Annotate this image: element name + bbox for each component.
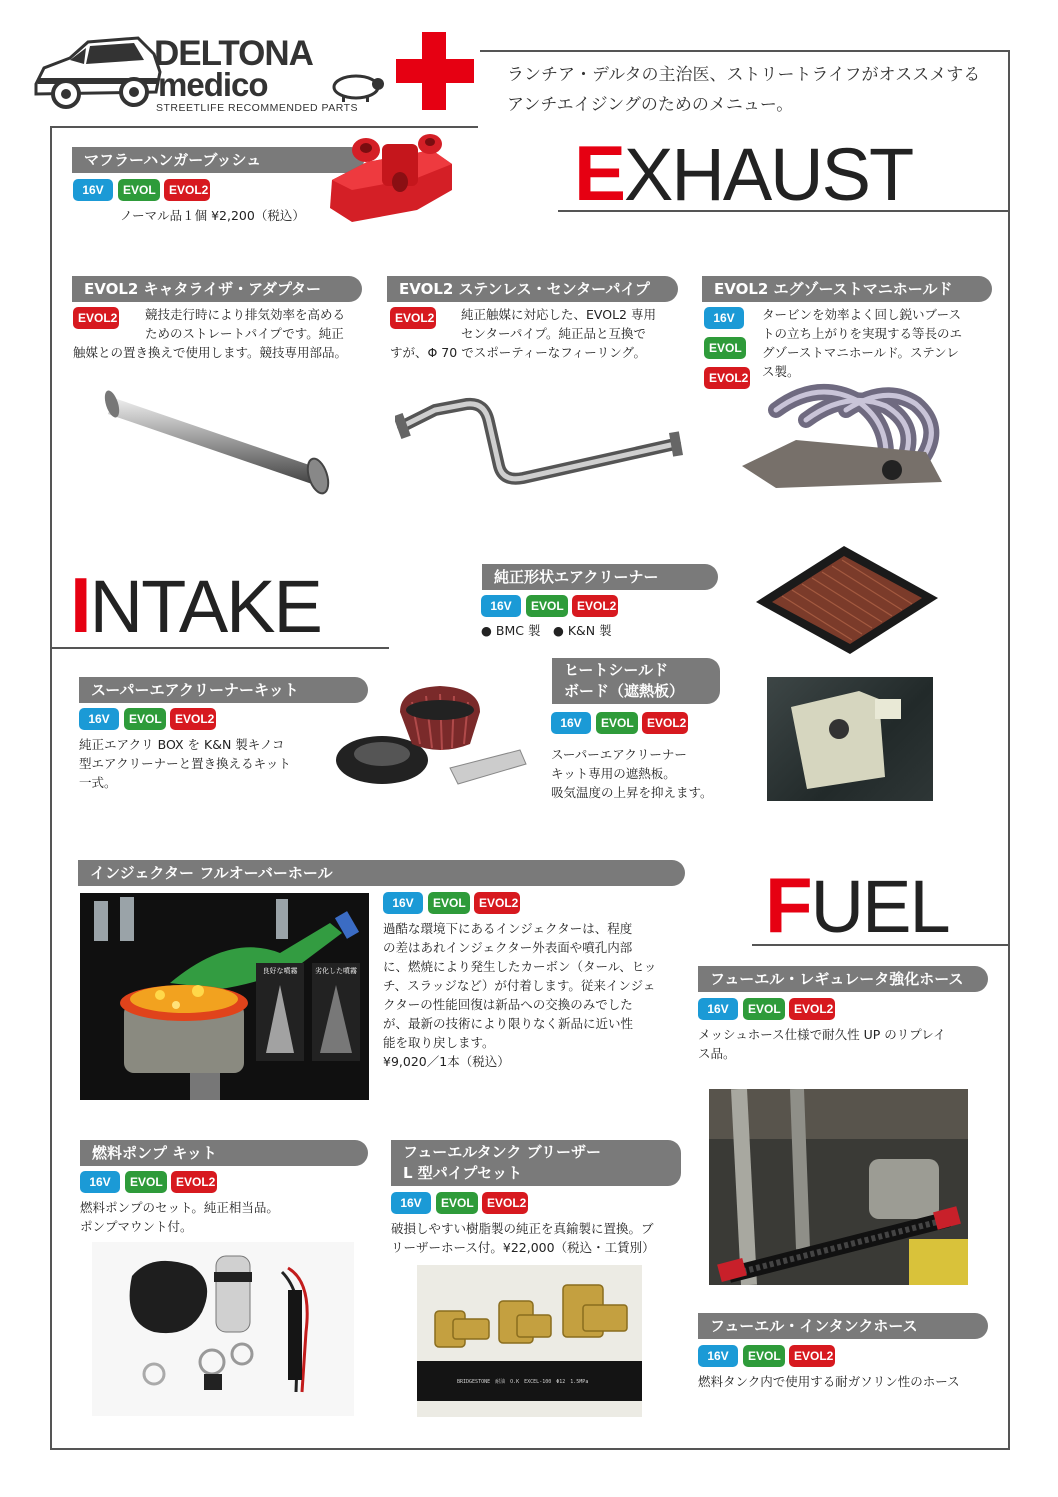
injector-image-label-1: 良好な噴霧 <box>262 967 298 975</box>
regulator-hose-image <box>709 1089 968 1285</box>
injector-image-label-2: 劣化した噴霧 <box>315 967 357 975</box>
super-air-desc-3: 一式。 <box>79 775 117 790</box>
badge-16v: 16V <box>481 595 521 617</box>
badge-16v: 16V <box>79 708 119 730</box>
exhaust-initial: E <box>574 129 625 217</box>
air-cleaner-title: 純正形状エアクリーナー <box>482 564 718 590</box>
fuel-heading <box>765 861 949 949</box>
badge-evol2: EVOL2 <box>642 712 688 734</box>
badge-evol2: EVOL2 <box>164 179 210 201</box>
super-air-desc-2: 型エアクリーナーと置き換えるキット <box>79 756 291 771</box>
badge-16v: 16V <box>80 1171 120 1193</box>
injector-image <box>80 893 369 1100</box>
header-tagline-2: アンチエイジングのためのメニュー。 <box>507 95 794 115</box>
badge-evol: EVOL <box>428 892 470 914</box>
logo-title: DELTONA <box>154 34 313 73</box>
muffler-title: マフラーハンガーブッシュ <box>72 147 364 173</box>
manifold-desc-1: タービンを効率よく回し鋭いブース <box>762 307 962 322</box>
badge-evol2: EVOL2 <box>73 307 119 329</box>
injector-title: インジェクター フルオーバーホール <box>78 860 685 886</box>
badge-evol2: EVOL2 <box>572 595 618 617</box>
badge-evol: EVOL <box>118 179 160 201</box>
badge-evol: EVOL <box>743 1345 785 1367</box>
regulator-hose-title: フューエル・レギュレータ強化ホース <box>698 966 988 992</box>
catalyzer-desc-2: ためのストレートパイプです。純正 <box>145 326 344 341</box>
badge-evol2: EVOL2 <box>789 1345 835 1367</box>
injector-desc-2: の差はあれインジェクター外表面や噴孔内部 <box>383 940 633 955</box>
badge-evol2: EVOL2 <box>789 998 835 1020</box>
intake-rest: NTAKE <box>89 565 321 648</box>
frame-top-line <box>480 50 1010 52</box>
injector-desc-5: クターの性能回復は新品への交換のみでした <box>383 997 633 1012</box>
center-pipe-desc-1: 純正触媒に対応した、EVOL2 専用 <box>461 307 656 322</box>
breather-image <box>417 1265 642 1417</box>
breather-title <box>391 1140 681 1186</box>
badge-evol: EVOL <box>743 998 785 1020</box>
badge-16v: 16V <box>704 307 744 329</box>
fuel-pump-desc-2: ポンプマウント付。 <box>80 1219 193 1234</box>
fuel-pump-title: 燃料ポンプ キット <box>80 1140 368 1166</box>
center-pipe-desc-2: センターパイプ。純正品と互換で <box>461 326 647 341</box>
intank-hose-desc-1: 燃料タンク内で使用する耐ガソリン性のホース <box>698 1374 960 1389</box>
manifold-desc-3: グゾーストマニホールド。ステンレ <box>762 345 959 360</box>
frame-header-rule <box>50 126 478 128</box>
injector-price: ¥9,020／1本（税込） <box>383 1054 510 1069</box>
badge-evol2: EVOL2 <box>171 1171 217 1193</box>
fuel-initial: F <box>765 861 811 949</box>
badge-evol: EVOL <box>526 595 568 617</box>
catalyzer-title: EVOL2 キャタライザ・アダプター <box>72 276 362 302</box>
fuel-pump-desc-1: 燃料ポンプのセット。純正相当品。 <box>80 1200 279 1215</box>
logo-subtitle: medico <box>158 66 268 103</box>
air-cleaner-makers: ● BMC 製 ● K&N 製 <box>481 623 612 638</box>
badge-evol2: EVOL2 <box>704 367 750 389</box>
air-kit-image <box>330 672 530 802</box>
breather-title-1: フューエルタンク ブリーザー <box>403 1143 601 1161</box>
breather-desc-1: 破損しやすい樹脂製の純正を真鍮製に置換。ブ <box>391 1221 654 1236</box>
injector-desc-3: に、燃焼により発生したカーボン（タール、ヒッ <box>383 959 657 974</box>
injector-desc-6: が、最新の技術により限りなく新品に近い性 <box>383 1016 634 1031</box>
breather-title-2: L 型パイプセット <box>403 1164 523 1182</box>
air-filter-image <box>752 540 942 660</box>
muffler-bush-image <box>322 130 462 230</box>
badge-evol2: EVOL2 <box>390 307 436 329</box>
injector-desc-4: チ、スラッジなど）が付着します。従来インジェ <box>383 978 656 993</box>
frame-bottom-line <box>50 1448 1010 1450</box>
heat-shield-desc-3: 吸気温度の上昇を抑えます。 <box>551 785 713 800</box>
logo-tagline: STREETLIFE RECOMMENDED PARTS <box>156 102 359 114</box>
catalyzer-desc-1: 競技走行時により排気効率を高める <box>145 307 346 322</box>
badge-evol2: EVOL2 <box>170 708 216 730</box>
fuel-rest: UEL <box>810 865 949 948</box>
intake-initial: I <box>70 561 90 649</box>
catalyzer-pipe-image <box>100 380 340 500</box>
frame-right-line <box>1008 50 1010 1450</box>
badge-evol: EVOL <box>436 1192 478 1214</box>
manifold-image <box>736 370 956 495</box>
catalyzer-desc-3: 触媒との置き換えで使用します。競技専用部品。 <box>73 345 348 360</box>
intake-heading <box>70 561 321 649</box>
red-cross-icon <box>396 32 474 110</box>
breather-desc-2: リーザーホース付。¥22,000（税込・工賃別） <box>391 1240 655 1255</box>
center-pipe-desc-3: すが、Φ 70 でスポーティーなフィーリング。 <box>390 345 646 360</box>
car-logo-icon <box>26 34 166 114</box>
fuel-pump-image <box>92 1242 354 1416</box>
exhaust-rest: XHAUST <box>624 133 913 216</box>
heat-shield-image <box>767 677 933 801</box>
heat-shield-desc-2: キット専用の遮熱板。 <box>551 766 676 781</box>
badge-evol: EVOL <box>596 712 638 734</box>
header-tagline-1: ランチア・デルタの主治医、ストリートライフがオススメする <box>507 65 981 85</box>
manifold-desc-2: トの立ち上がりを実現する等長のエ <box>762 326 963 341</box>
frame-left-line <box>50 127 52 1450</box>
badge-16v: 16V <box>551 712 591 734</box>
super-air-title: スーパーエアクリーナーキット <box>79 677 368 703</box>
badge-16v: 16V <box>698 1345 738 1367</box>
manifold-desc-4: ス製。 <box>762 364 800 379</box>
intank-hose-title: フューエル・インタンクホース <box>698 1313 988 1339</box>
heat-shield-desc-1: スーパーエアクリーナー <box>551 747 687 762</box>
center-pipe-title: EVOL2 ステンレス・センターパイプ <box>387 276 678 302</box>
super-air-desc-1: 純正エアクリ BOX を K&N 製キノコ <box>79 737 285 752</box>
manifold-title: EVOL2 エグゾーストマニホールド <box>702 276 992 302</box>
heat-shield-title-1: ヒートシールド <box>564 661 669 679</box>
breather-hose-print: BRIDGESTONE 耐油 O.K EXCEL-100 Φ12 1.5MPa <box>457 1379 589 1385</box>
badge-evol2: EVOL2 <box>474 892 520 914</box>
badge-evol: EVOL <box>124 708 166 730</box>
badge-16v: 16V <box>383 892 423 914</box>
badge-16v: 16V <box>391 1192 431 1214</box>
center-pipe-image <box>395 392 695 502</box>
badge-evol: EVOL <box>704 337 746 359</box>
logo <box>26 34 456 124</box>
regulator-hose-desc-1: メッシュホース仕様で耐久性 UP のリプレイ <box>698 1027 946 1042</box>
injector-desc-1: 過酷な環境下にあるインジェクターは、程度 <box>383 921 633 936</box>
badge-16v: 16V <box>698 998 738 1020</box>
badge-16v: 16V <box>73 179 113 201</box>
heat-shield-title-2: ボード（遮熱板） <box>564 682 685 700</box>
badge-evol: EVOL <box>125 1171 167 1193</box>
muffler-price: ノーマル品１個 ¥2,200（税込） <box>120 208 305 223</box>
injector-desc-7: 能を取り戻します。 <box>383 1035 495 1050</box>
regulator-hose-desc-2: ス品。 <box>698 1046 736 1061</box>
heat-shield-title <box>552 658 720 704</box>
badge-evol2: EVOL2 <box>482 1192 528 1214</box>
exhaust-heading <box>574 129 913 217</box>
sheep-icon <box>326 72 386 102</box>
